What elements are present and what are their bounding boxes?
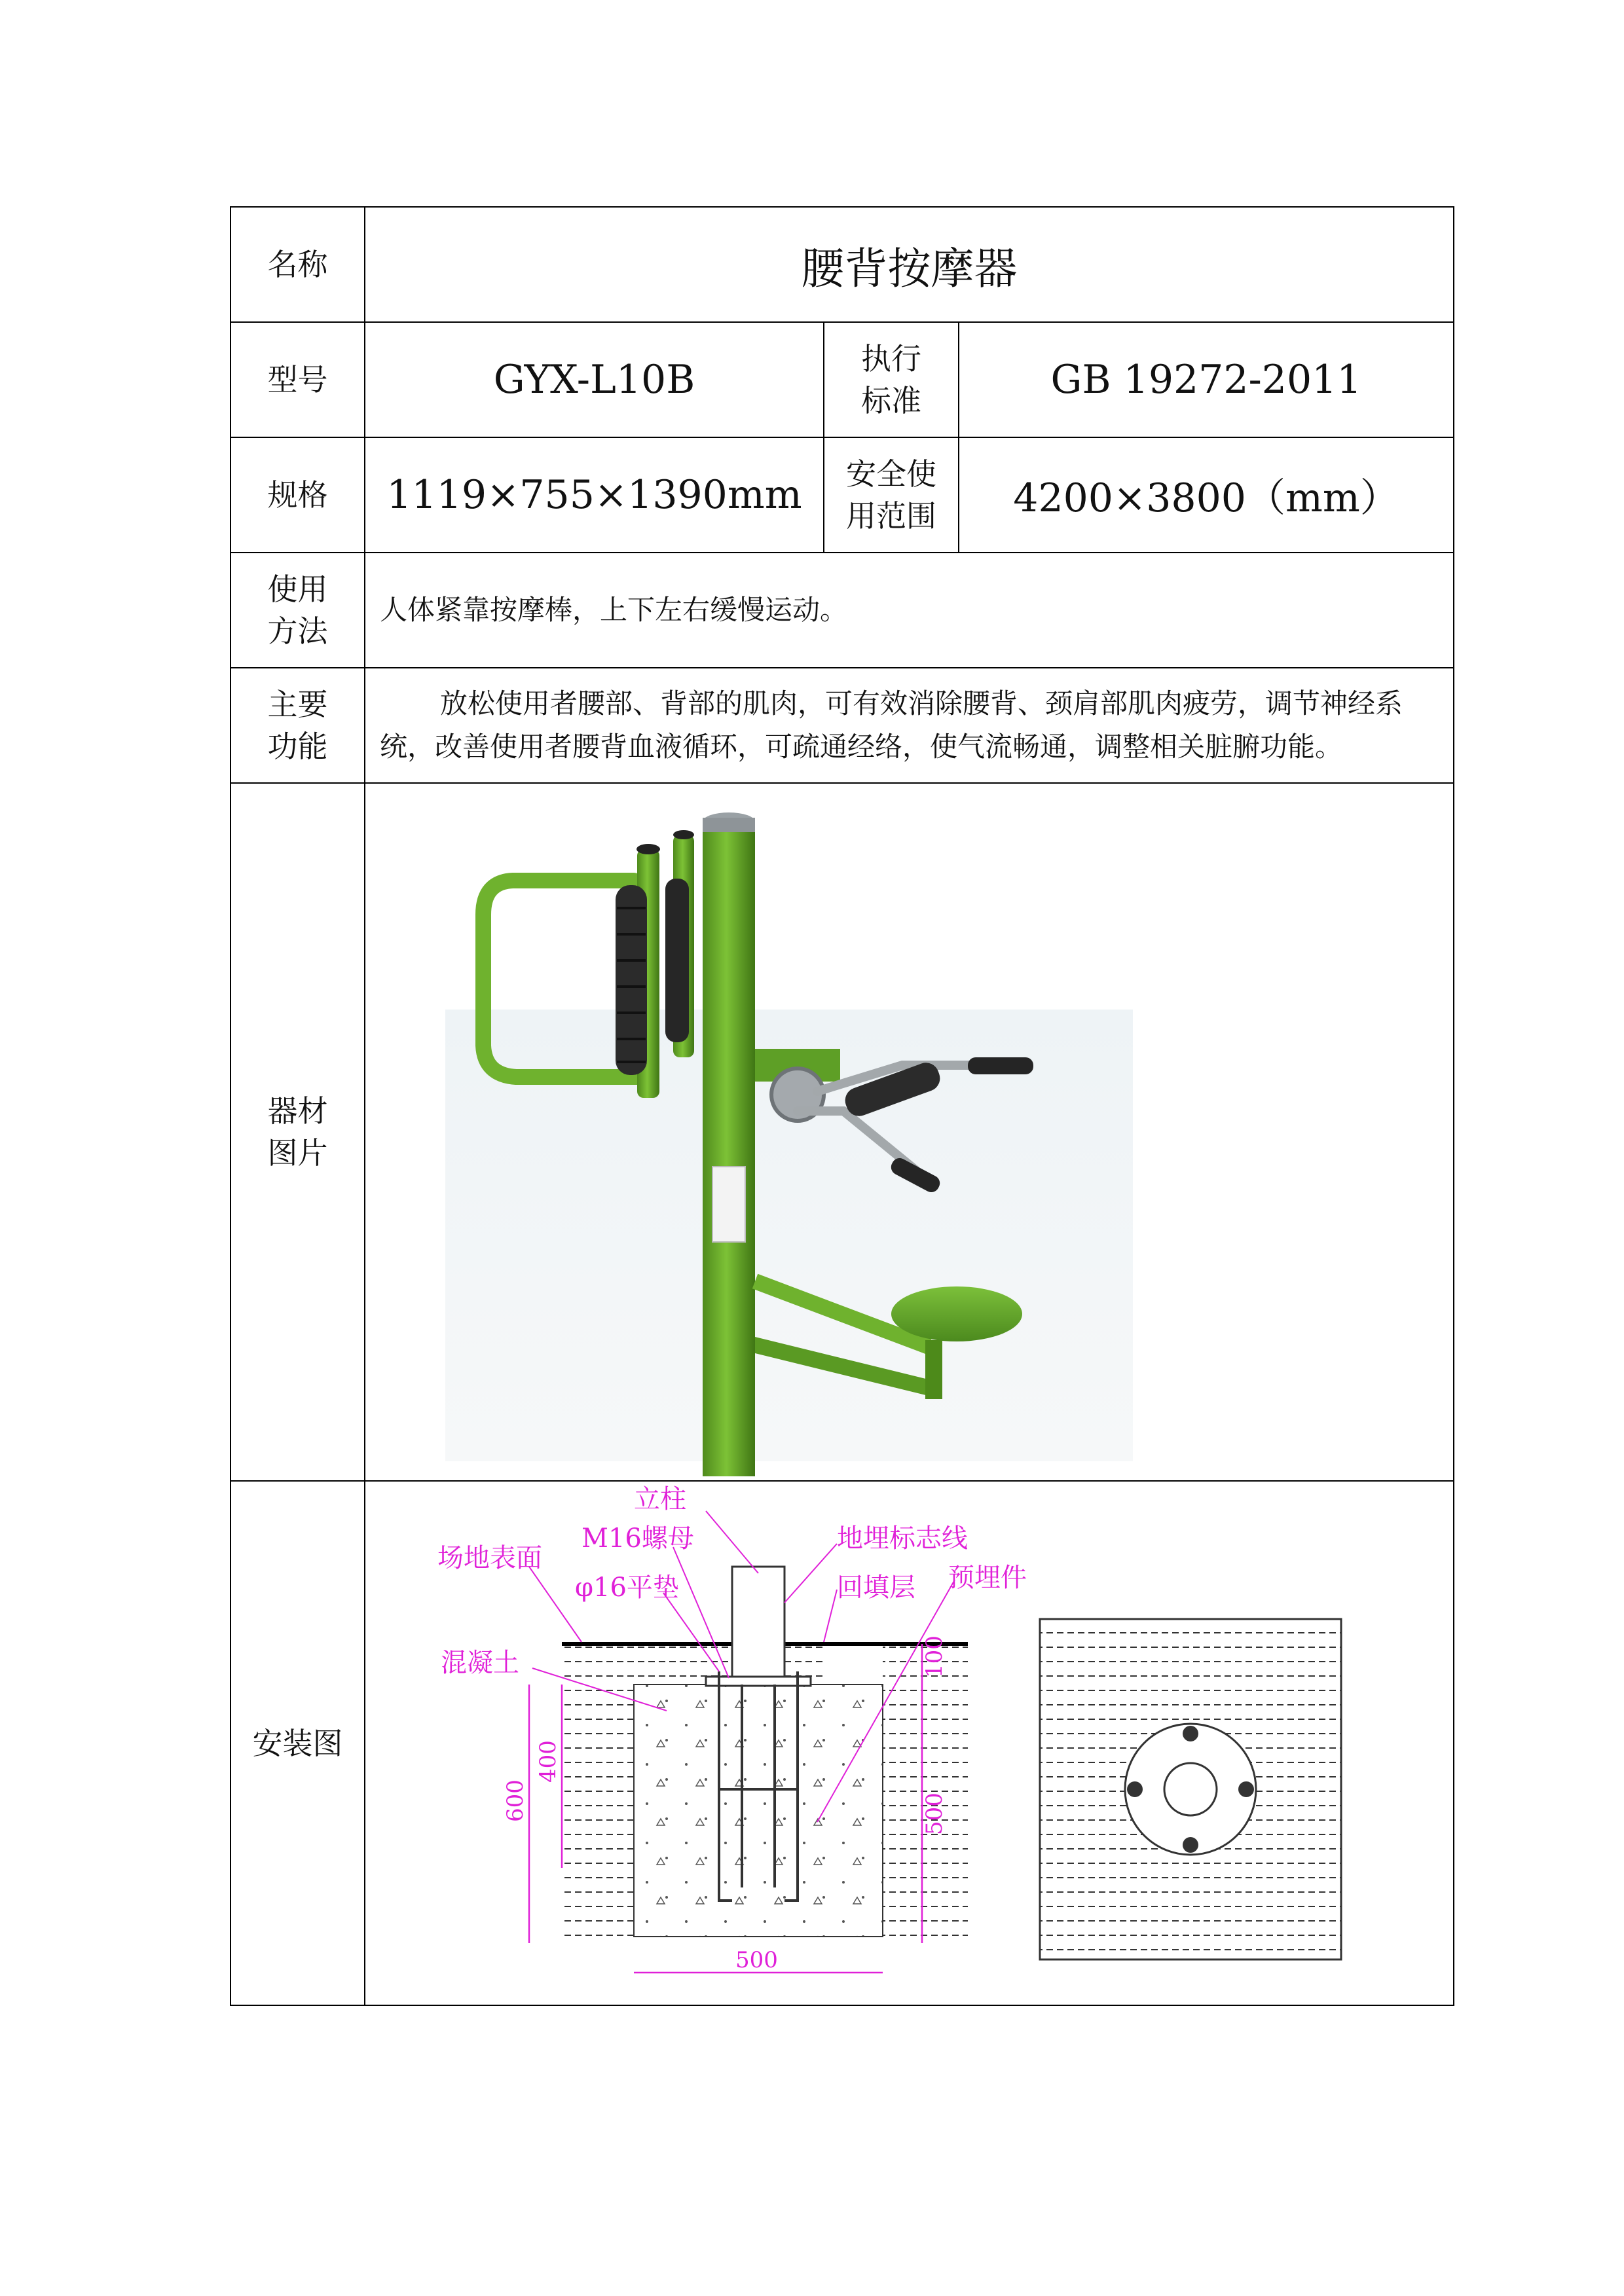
dim-100: 100 bbox=[921, 1635, 948, 1678]
post-cap bbox=[673, 830, 694, 839]
name-label: 名称 bbox=[231, 207, 365, 322]
row-usage bbox=[231, 553, 1454, 668]
main-column bbox=[703, 822, 755, 1476]
label-washer: φ16平垫 bbox=[575, 1573, 679, 1603]
massage-roller bbox=[665, 879, 689, 1042]
install-drawing-cell bbox=[365, 1481, 1454, 2005]
row-function bbox=[231, 668, 1454, 783]
spec-value: 1119×755×1390mm bbox=[365, 437, 824, 553]
label-column: 立柱 bbox=[634, 1484, 686, 1514]
standard-value: GB 19272-2011 bbox=[959, 322, 1454, 437]
label-embedded: 预埋件 bbox=[948, 1563, 1027, 1593]
label-marker: 地埋标志线 bbox=[837, 1523, 968, 1554]
post-cap bbox=[637, 844, 660, 854]
usage-text: 人体紧靠按摩棒，上下左右缓慢运动。 bbox=[365, 553, 1454, 668]
dim-500-horizontal: 500 bbox=[735, 1947, 778, 1973]
safety-range-value: 4200×3800（mm） bbox=[959, 437, 1454, 553]
column-cap-band bbox=[703, 818, 755, 832]
dim-600: 600 bbox=[502, 1779, 528, 1822]
row-model bbox=[231, 322, 1454, 437]
usage-label: 使用方法 bbox=[231, 553, 365, 668]
safety-range-label: 安全使用范围 bbox=[824, 437, 959, 553]
base-plate bbox=[706, 1677, 811, 1686]
column-section bbox=[732, 1567, 784, 1678]
grip-handle bbox=[968, 1057, 1033, 1074]
model-label: 型号 bbox=[231, 322, 365, 437]
label-backfill: 回填层 bbox=[837, 1573, 915, 1603]
label-surface: 场地表面 bbox=[437, 1543, 542, 1573]
seat-post bbox=[925, 1340, 942, 1399]
row-name bbox=[231, 207, 1454, 322]
picture-label: 器材图片 bbox=[231, 783, 365, 1481]
seat-disc bbox=[891, 1286, 1022, 1341]
info-plate bbox=[712, 1167, 745, 1242]
row-install bbox=[231, 1481, 1454, 2005]
dim-500-vertical: 500 bbox=[921, 1793, 948, 1835]
label-concrete: 混凝土 bbox=[441, 1648, 519, 1678]
label-nut: M16螺母 bbox=[581, 1523, 694, 1554]
plan-column bbox=[1164, 1763, 1217, 1815]
standard-label: 执行标准 bbox=[824, 322, 959, 437]
equipment-photo bbox=[365, 784, 1454, 1478]
massage-roller bbox=[616, 885, 647, 1075]
picture-cell bbox=[365, 783, 1454, 1481]
dim-400: 400 bbox=[535, 1740, 561, 1783]
row-spec bbox=[231, 437, 1454, 553]
spec-sheet bbox=[230, 206, 1453, 2006]
installation-drawing bbox=[365, 1482, 1454, 2002]
spec-label: 规格 bbox=[231, 437, 365, 553]
function-label: 主要功能 bbox=[231, 668, 365, 783]
row-picture bbox=[231, 783, 1454, 1481]
product-name: 腰背按摩器 bbox=[365, 207, 1454, 322]
model-value: GYX-L10B bbox=[365, 322, 824, 437]
concrete-fill bbox=[634, 1685, 883, 1937]
install-label: 安装图 bbox=[231, 1481, 365, 2005]
spec-table bbox=[230, 206, 1454, 2006]
function-text: 放松使用者腰部、背部的肌肉，可有效消除腰背、颈肩部肌肉疲劳，调节神经系统，改善使用者腰背血液循环，可疏通经络，使气流畅通，调整相关脏腑功能。 bbox=[365, 668, 1454, 783]
soil-hatching bbox=[883, 1642, 968, 1943]
